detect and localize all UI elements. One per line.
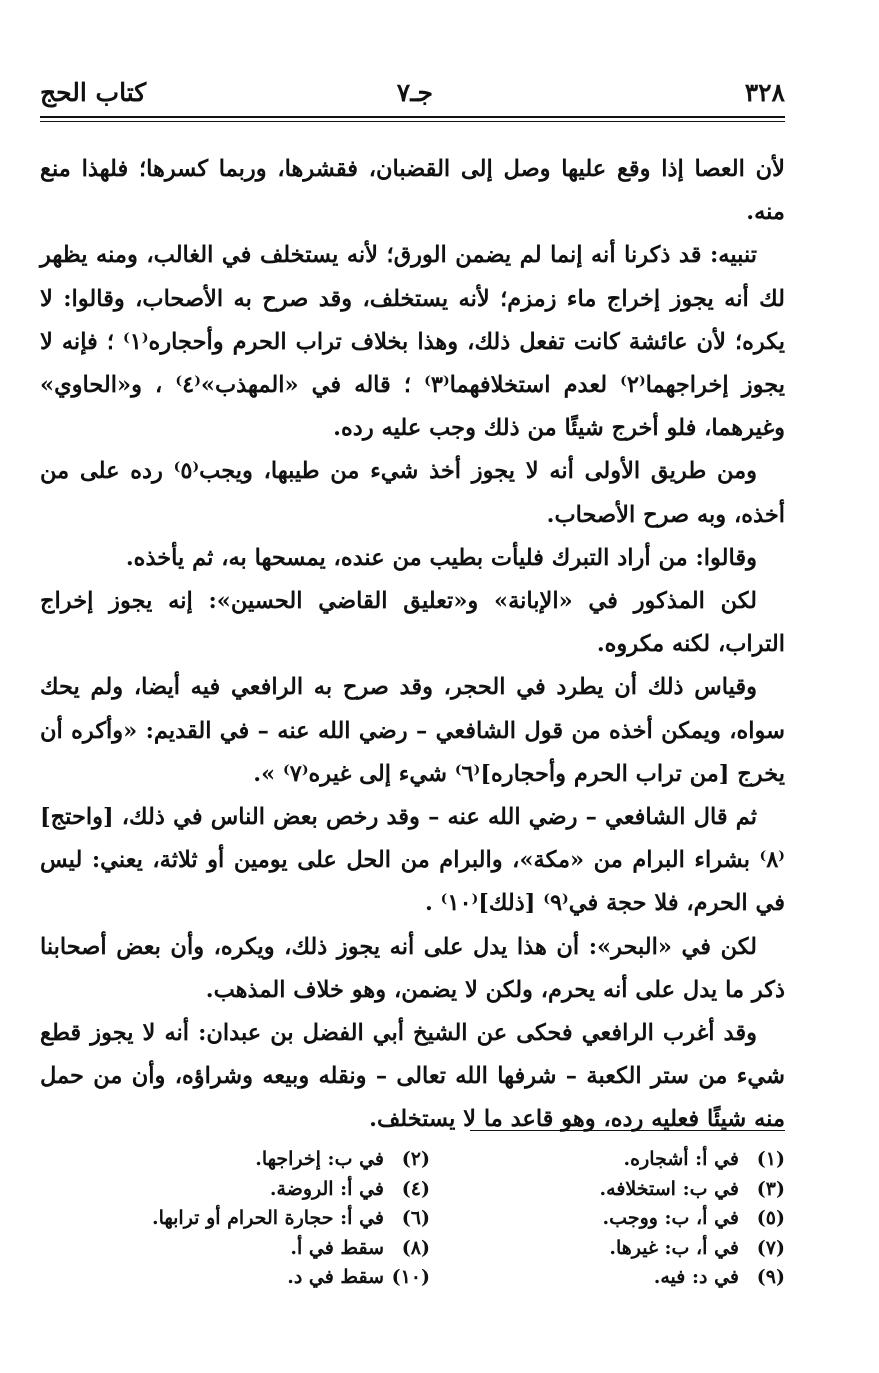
footnote-item	[455, 1263, 785, 1293]
footnote-item	[100, 1234, 430, 1264]
footnote-item	[100, 1175, 430, 1205]
footnote-item	[455, 1234, 785, 1264]
paragraph: تنبيه: قد ذكرنا أنه إنما لم يضمن الورق؛ لأنه يستخلف في الغالب، ومنه يظهر لك أنه يجوز إخراج ماء زمزم؛ لأنه يستخلف، وقد صرح به الأصحاب، وقالوا: لا يكره؛ لأن عائشة كانت تفعل ذلك، وهذا بخلاف تراب الحرم وأحجاره⁽١⁾ ؛ فإنه لا يجوز إخراجهما⁽٢⁾ لعدم استخلافهما⁽٣⁾ ؛ قاله في «المهذب»⁽٤⁾ ، و«الحاوي» وغيرهما، فلو أخرج شيئًا من ذلك وجب عليه رده.	[40, 242, 786, 442]
footnote-number: (٢)	[401, 1148, 430, 1170]
footnote-number: (١٠)	[391, 1266, 430, 1289]
footnote-number: (٥)	[756, 1207, 785, 1230]
footnote-text: في د: فيه.	[653, 1266, 739, 1289]
footnote-item	[100, 1145, 430, 1175]
footnote-text: في ب: استخلافه.	[599, 1177, 739, 1200]
paragraph: ثم قال الشافعي – رضي الله عنه – وقد رخص بعض الناس في ذلك، [واحتج]⁽٨⁾ بشراء البرام من «مكة»، والبرام من الحل على يومين أو ثلاثة، يعني: ليس في الحرم، فلا حجة في⁽٩⁾ [ذلك]⁽١٠⁾ .	[40, 804, 785, 917]
paragraph: وقياس ذلك أن يطرد في الحجر، وقد صرح به الرافعي فيه أيضا، ولم يحك سواه، ويمكن أخذه من قول الشافعي – رضي الله عنه – في القديم: «وأكره أن يخرج [من تراب الحرم وأحجاره]⁽٦⁾ شيء إلى غيره⁽٧⁾ ».	[40, 674, 785, 787]
footnotes-column-right	[455, 1145, 785, 1293]
footnote-item	[455, 1145, 785, 1175]
paragraph: لأن العصا إذا وقع عليها وصل إلى القضبان، فقشرها، وربما كسرها؛ فلهذا منع منه.	[40, 156, 785, 226]
paragraph: لكن في «البحر»: أن هذا يدل على أنه يجوز ذلك، ويكره، وأن بعض أصحابنا ذكر ما يدل على أنه يحرم، ولكن لا يضمن، وهو خلاف المذهب.	[40, 933, 785, 1003]
header-rule-thick	[40, 116, 785, 118]
footnote-number: (٣)	[756, 1177, 785, 1200]
main-text	[40, 148, 785, 1142]
footnotes-column-left	[100, 1145, 430, 1293]
footnote-text: في أ: أشجاره.	[623, 1148, 739, 1170]
footnote-item	[455, 1175, 785, 1205]
page-number: ٣٢٨	[744, 78, 785, 107]
footnote-text: في أ: الروضة.	[269, 1177, 384, 1200]
paragraph: ومن طريق الأولى أنه لا يجوز أخذ شيء من طيبها، ويجب⁽٥⁾ رده على من أخذه، وبه صرح الأصحاب.	[40, 458, 785, 528]
footnote-number: (٤)	[401, 1177, 430, 1200]
paragraph: وقالوا: من أراد التبرك فليأت بطيب من عنده، يمسحها به، ثم يأخذه.	[125, 544, 757, 571]
volume-label: جـ٧	[396, 78, 433, 107]
footnote-number: (٦)	[401, 1207, 430, 1230]
header-rule-thin	[40, 121, 785, 122]
footnote-number: (٨)	[401, 1236, 430, 1259]
footnote-number: (٩)	[756, 1266, 785, 1289]
footnote-item	[100, 1204, 430, 1234]
footnote-number: (١)	[756, 1148, 785, 1170]
footnote-item	[100, 1263, 430, 1293]
footnote-number: (٧)	[756, 1236, 785, 1259]
footnote-text: في أ: حجارة الحرام أو ترابها.	[151, 1207, 384, 1230]
footnote-separator	[470, 1130, 785, 1131]
footnote-text: في أ، ب: غيرها.	[609, 1236, 739, 1259]
paragraph: لكن المذكور في «الإبانة» و«تعليق القاضي الحسين»: إنه يجوز إخراج التراب، لكنه مكروه.	[40, 588, 785, 658]
footnote-text: سقط في د.	[287, 1266, 384, 1289]
footnote-text: في ب: إخراجها.	[255, 1148, 384, 1170]
page-header	[40, 70, 785, 110]
footnote-text: سقط في أ.	[290, 1236, 384, 1259]
book-title: كتاب الحج	[40, 78, 147, 107]
footnote-text: في أ، ب: ووجب.	[602, 1207, 739, 1230]
paragraph: وقد أغرب الرافعي فحكى عن الشيخ أبي الفضل بن عبدان: أنه لا يجوز قطع شيء من ستر الكعبة – شرفها الله تعالى – ونقله وبيعه وشراؤه، وأن من حمل منه شيئًا فعليه رده، وهو قاعد ما لا يستخلف.	[40, 1020, 785, 1133]
footnote-item	[455, 1204, 785, 1234]
